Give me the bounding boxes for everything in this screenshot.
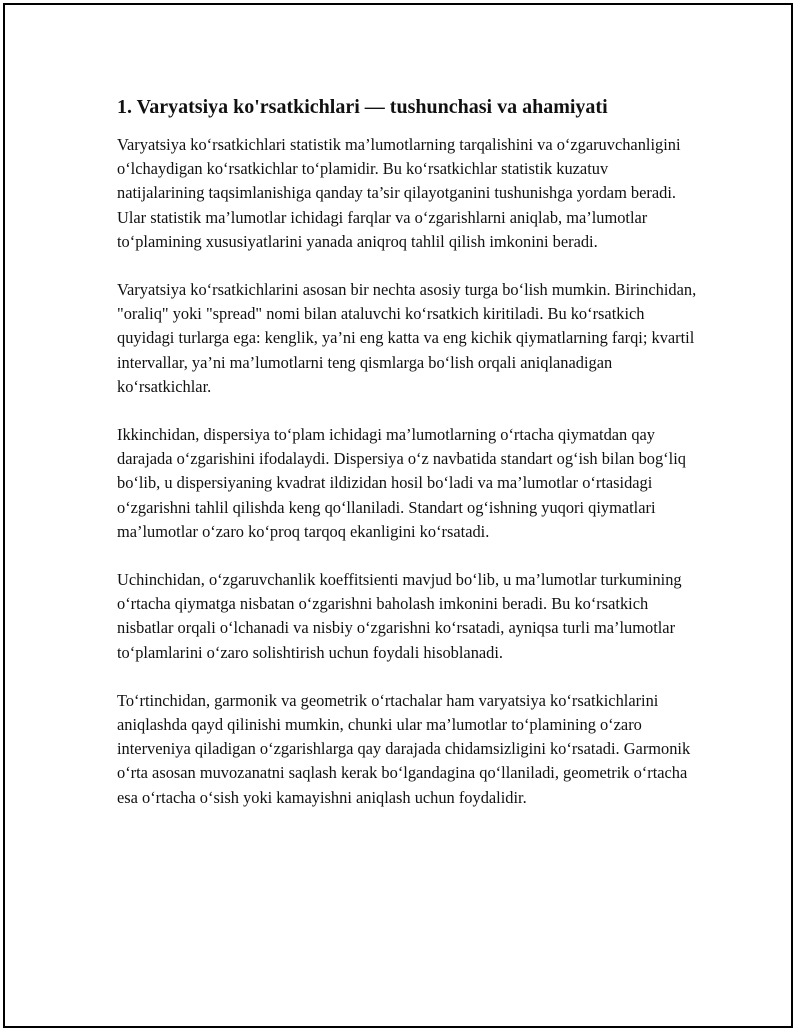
- paragraph-4: Uchinchidan, o‘zgaruvchanlik koeffitsienti mavjud bo‘lib, u ma’lumotlar turkumining o‘rtacha qiymatga nisbatan o‘zgarishni baholash imkonini beradi. Bu ko‘rsatkich nisbatlar orqali o‘lchanadi va nisbiy o‘zgarishni ko‘rsatadi, ayniqsa turli ma’lumotlar to‘plamlarini o‘zaro solishtirish uchun foydali hisoblanadi.: [117, 570, 682, 662]
- paragraph-3: Ikkinchidan, dispersiya to‘plam ichidagi ma’lumotlarning o‘rtacha qiymatdan qay darajada o‘zgarishini ifodalaydi. Dispersiya o‘z navbatida standart og‘ish bilan bog‘liq bo‘lib, u dispersiyaning kvadrat ildizidan hosil bo‘ladi va ma’lumotlar o‘rtasidagi o‘zgarishni tahlil qilishda keng qo‘llaniladi. Standart og‘ishning yuqori qiymatlari ma’lumotlar o‘zaro ko‘proq tarqoq ekanligini ko‘rsatadi.: [117, 425, 686, 541]
- section-heading: 1. Varyatsiya ko'rsatkichlari — tushunchasi va ahamiyati: [117, 96, 608, 118]
- page-content: [117, 93, 697, 834]
- paragraph-1: Varyatsiya ko‘rsatkichlari statistik ma’lumotlarning tarqalishini va o‘zgaruvchanligini o‘lchaydigan ko‘rsatkichlar to‘plamidir. Bu ko‘rsatkichlar statistik kuzatuv natijalarining taqsimlanishiga qanday ta’sir qilayotganini tushunishga yordam beradi. Ular statistik ma’lumotlar ichidagi farqlar va o‘zgarishlarni aniqlab, ma’lumotlar to‘plamining xususiyatlarini yanada aniqroq tahlil qilish imkonini beradi.: [117, 135, 681, 251]
- paragraph-2: Varyatsiya ko‘rsatkichlarini asosan bir nechta asosiy turga bo‘lish mumkin. Birinchidan, "oraliq" yoki "spread" nomi bilan ataluvchi ko‘rsatkich kiritiladi. Bu ko‘rsatkich quyidagi turlarga ega: kenglik, ya’ni eng katta va eng kichik qiymatlarning farqi; kvartil intervallar, ya’ni ma’lumotlarni teng qismlarga bo‘lish orqali aniqlanadigan ko‘rsatkichlar.: [117, 280, 697, 396]
- paragraph-5: To‘rtinchidan, garmonik va geometrik o‘rtachalar ham varyatsiya ko‘rsatkichlarini aniqlashda qayd qilinishi mumkin, chunki ular ma’lumotlar to‘plamining o‘zaro interveniya qiladigan o‘zgarishlarga qay darajada chidamsizligini ko‘rsatadi. Garmonik o‘rta asosan muvozanatni saqlash kerak bo‘lgandagina qo‘llaniladi, geometrik o‘rtacha esa o‘rtacha o‘sish yoki kamayishni aniqlash uchun foydalidir.: [117, 690, 691, 807]
